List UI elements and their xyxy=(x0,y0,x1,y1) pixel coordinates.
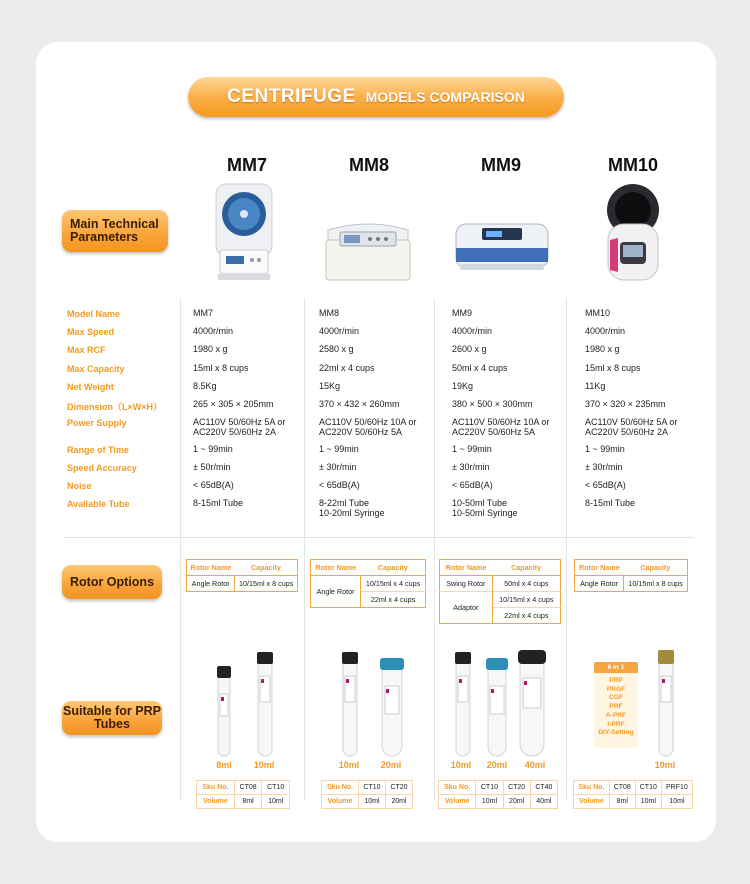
spec-value: 1 ~ 99min xyxy=(319,444,359,454)
tube-icon xyxy=(486,658,508,756)
rotor-options-label: Rotor Options xyxy=(70,574,155,589)
sku-table-mm7 xyxy=(196,780,290,809)
six-in-one-item: PRGF xyxy=(606,685,626,693)
tube-icon xyxy=(658,650,674,756)
spec-value: ± 30r/min xyxy=(319,462,357,472)
tube-capacity-label: 20ml xyxy=(486,760,508,770)
mm10-tube-image xyxy=(655,648,677,760)
sku-table-mm10 xyxy=(573,780,693,809)
rotor-capacity: 50ml x 4 cups xyxy=(492,576,560,592)
rotor-name: Swing Rotor xyxy=(440,576,493,592)
spec-value: 15ml x 8 cups xyxy=(585,363,641,373)
param-label: Available Tube xyxy=(67,499,130,509)
rotor-table-mm8 xyxy=(310,559,426,608)
six-in-one-item: DIY-Setting xyxy=(598,729,634,737)
volume-value: 20ml xyxy=(385,795,412,809)
technical-parameters-label: Main Technical Parameters xyxy=(70,217,159,244)
spec-value: 8.5Kg xyxy=(193,381,217,391)
rotor-options-button[interactable] xyxy=(62,565,162,599)
sku-value: CT20 xyxy=(385,781,412,795)
sku-value: CT10 xyxy=(359,781,386,795)
spec-value: AC110V 50/60Hz 10A or AC220V 50/60Hz 5A xyxy=(452,417,550,437)
rotor-name-header: Rotor Name xyxy=(440,560,493,576)
rotor-name-header: Rotor Name xyxy=(575,560,624,576)
rotor-table-mm7 xyxy=(186,559,298,592)
rotor-name-header: Rotor Name xyxy=(311,560,361,576)
volume-value: 10ml xyxy=(635,795,661,809)
mm8-tubes-image xyxy=(340,650,406,760)
spec-value: 50ml x 4 cups xyxy=(452,363,508,373)
tube-capacity-label: 10ml xyxy=(338,760,360,770)
six-in-one-item: A-PRF xyxy=(605,711,627,719)
param-label: Net Weight xyxy=(67,382,114,392)
tube-capacity-label: 8ml xyxy=(216,760,232,770)
mm9-tubes-image xyxy=(452,648,548,760)
spec-value: 380 × 500 × 300mm xyxy=(452,399,533,409)
capacity-header: Capacity xyxy=(492,560,560,576)
prp-tubes-label: Suitable for PRP Tubes xyxy=(63,704,161,731)
sku-value: CT08 xyxy=(234,781,262,795)
sku-value: CT20 xyxy=(503,781,530,795)
title-sub: MODELS COMPARISON xyxy=(365,89,525,105)
sku-table-mm8 xyxy=(321,780,413,809)
rotor-name-header: Rotor Name xyxy=(187,560,235,576)
tube-capacity-label: 40ml xyxy=(524,760,546,770)
param-label: Max Capacity xyxy=(67,364,125,374)
rotor-capacity: 10/15ml x 4 cups xyxy=(492,592,560,608)
spec-value: 4000r/min xyxy=(193,326,234,336)
mm9-centrifuge-image xyxy=(452,218,552,274)
volume-value: 8ml xyxy=(234,795,262,809)
six-in-one-item: PRP xyxy=(609,677,623,684)
tube-icon xyxy=(380,658,404,756)
capacity-header: Capacity xyxy=(235,560,298,576)
sku-value: CT10 xyxy=(635,781,661,795)
spec-value: 8-22ml Tube 10-20ml Syringe xyxy=(319,498,385,518)
spec-value: 370 × 432 × 260mm xyxy=(319,399,400,409)
rotor-capacity: 10/15ml x 8 cups xyxy=(235,576,298,592)
rotor-name: Angle Rotor xyxy=(187,576,235,592)
mm7-tubes-image xyxy=(214,650,276,760)
title-banner xyxy=(188,77,564,117)
sku-row-label: Sku No. xyxy=(197,781,235,795)
spec-value: < 65dB(A) xyxy=(319,480,360,490)
spec-value: 1 ~ 99min xyxy=(452,444,492,454)
spec-value: 10-50ml Tube 10-50ml Syringe xyxy=(452,498,518,518)
param-label: Noise xyxy=(67,481,92,491)
spec-value: 265 × 305 × 205mm xyxy=(193,399,274,409)
tube-capacity-label: 20ml xyxy=(380,760,402,770)
sku-table-mm9 xyxy=(438,780,558,809)
six-in-one-item: I-PRF xyxy=(607,720,625,728)
spec-value: AC110V 50/60Hz 5A or AC220V 50/60Hz 2A xyxy=(585,417,678,437)
volume-value: 20ml xyxy=(503,795,530,809)
tube-capacity-label: 10ml xyxy=(253,760,275,770)
spec-value: ± 30r/min xyxy=(585,462,623,472)
spec-value: 1 ~ 99min xyxy=(585,444,625,454)
spec-value: MM8 xyxy=(319,308,339,318)
tube-capacity-label: 10ml xyxy=(450,760,472,770)
spec-value: 1 ~ 99min xyxy=(193,444,233,454)
sku-row-label: Sku No. xyxy=(439,781,476,795)
model-header-mm8: MM8 xyxy=(349,155,389,175)
section-divider xyxy=(64,537,694,538)
spec-value: 2600 x g xyxy=(452,344,487,354)
spec-value: 19Kg xyxy=(452,381,474,391)
spec-value: AC110V 50/60Hz 10A or AC220V 50/60Hz 5A xyxy=(319,417,417,437)
spec-value: 22ml x 4 cups xyxy=(319,363,375,373)
rotor-capacity: 10/15ml x 4 cups xyxy=(361,576,426,592)
param-label: Power Supply xyxy=(67,418,127,428)
spec-value: ± 30r/min xyxy=(452,462,490,472)
six-in-one-panel xyxy=(594,662,638,748)
param-label: Model Name xyxy=(67,309,121,319)
prp-tubes-button[interactable] xyxy=(62,701,162,735)
spec-value: 15Kg xyxy=(319,381,341,391)
spec-value: 11Kg xyxy=(585,381,606,391)
sku-value: CT10 xyxy=(262,781,290,795)
spec-value: 4000r/min xyxy=(319,326,360,336)
sku-value: CT08 xyxy=(609,781,635,795)
six-in-one-header: 6 in 1 xyxy=(594,662,638,673)
spec-value: MM10 xyxy=(585,308,611,318)
volume-row-label: Volume xyxy=(574,795,610,809)
volume-row-label: Volume xyxy=(197,795,235,809)
spec-value: 370 × 320 × 235mm xyxy=(585,399,666,409)
volume-value: 8ml xyxy=(609,795,635,809)
rotor-name: Angle Rotor xyxy=(311,576,361,608)
rotor-capacity: 22ml x 4 cups xyxy=(492,608,560,624)
spec-value: MM9 xyxy=(452,308,472,318)
spec-value: < 65dB(A) xyxy=(193,480,234,490)
spec-value: 8-15ml Tube xyxy=(585,498,636,508)
spec-value: 4000r/min xyxy=(452,326,493,336)
spec-value: 1980 x g xyxy=(193,344,228,354)
spec-value: 15ml x 8 cups xyxy=(193,363,249,373)
sku-row-label: Sku No. xyxy=(574,781,610,795)
param-label: Max RCF xyxy=(67,345,106,355)
rotor-name: Adaptor xyxy=(440,592,493,624)
spec-value: AC110V 50/60Hz 5A or AC220V 50/60Hz 2A xyxy=(193,417,286,437)
param-label: Dimension（L×W×H） xyxy=(67,402,163,412)
capacity-header: Capacity xyxy=(624,560,688,576)
six-in-one-item: CGF xyxy=(609,694,623,702)
spec-value: < 65dB(A) xyxy=(452,480,493,490)
param-label: Speed Accuracy xyxy=(67,463,137,473)
spec-value: 8-15ml Tube xyxy=(193,498,244,508)
rotor-table-mm9 xyxy=(439,559,561,624)
tube-icon xyxy=(257,652,273,756)
title-main: CENTRIFUGE xyxy=(227,86,356,107)
spec-value: 1980 x g xyxy=(585,344,620,354)
spec-value: ± 50r/min xyxy=(193,462,231,472)
tube-icon xyxy=(342,652,358,756)
volume-value: 10ml xyxy=(476,795,503,809)
model-header-mm10: MM10 xyxy=(607,155,658,175)
param-label: Range of Time xyxy=(67,445,129,455)
volume-row-label: Volume xyxy=(322,795,359,809)
volume-row-label: Volume xyxy=(439,795,476,809)
volume-value: 10ml xyxy=(359,795,386,809)
param-label: Max Speed xyxy=(67,327,115,337)
rotor-capacity: 10/15ml x 8 cups xyxy=(624,576,688,592)
model-header-mm9: MM9 xyxy=(481,155,521,175)
mm10-centrifuge-image xyxy=(600,180,666,286)
tube-capacity-label: 10ml xyxy=(654,760,676,770)
spec-value: 4000r/min xyxy=(585,326,626,336)
capacity-header: Capacity xyxy=(361,560,426,576)
volume-value: 10ml xyxy=(661,795,692,809)
mm8-centrifuge-image xyxy=(322,218,414,284)
mm7-centrifuge-image xyxy=(212,180,276,284)
rotor-table-mm10 xyxy=(574,559,688,592)
volume-value: 10ml xyxy=(262,795,290,809)
sku-row-label: Sku No. xyxy=(322,781,359,795)
spec-value: 2580 x g xyxy=(319,344,354,354)
sku-value: CT10 xyxy=(476,781,503,795)
sku-value: CT40 xyxy=(530,781,557,795)
technical-parameters-button[interactable] xyxy=(62,210,168,252)
rotor-name: Angle Rotor xyxy=(575,576,624,592)
tube-icon xyxy=(455,652,471,756)
model-header-mm7: MM7 xyxy=(227,155,267,175)
spec-value: MM7 xyxy=(193,308,213,318)
six-in-one-item: PRF xyxy=(609,703,623,711)
spec-value: < 65dB(A) xyxy=(585,480,626,490)
tube-icon xyxy=(518,650,546,756)
volume-value: 40ml xyxy=(530,795,557,809)
column-divider xyxy=(180,298,181,800)
tube-icon xyxy=(217,666,231,756)
rotor-capacity: 22ml x 4 cups xyxy=(361,592,426,608)
sku-value: PRF10 xyxy=(661,781,692,795)
